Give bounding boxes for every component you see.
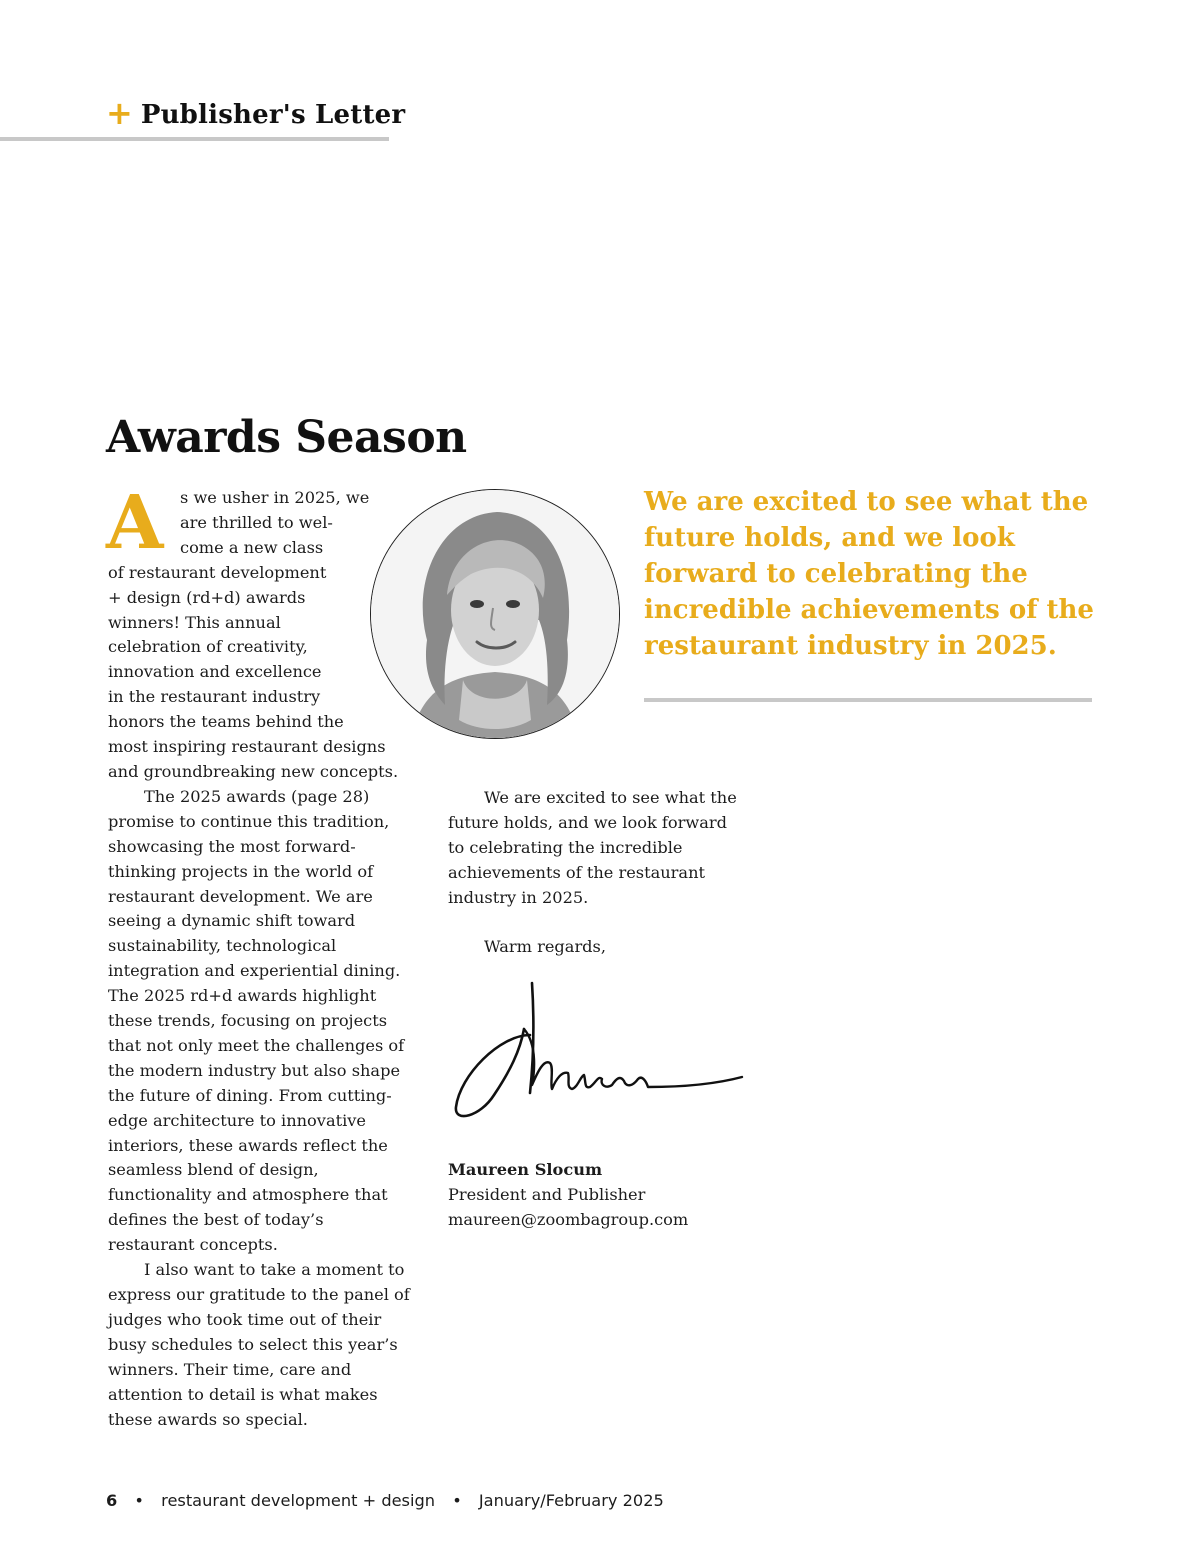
author-block [448,1158,688,1233]
signature-image [450,975,750,1125]
bullet-separator: • [134,1491,144,1510]
text-line: honors the teams behind the [108,712,344,732]
pull-quote: We are excited to see what the future holds, and we look forward to celebrating the incredible achievements of the restaurant industry in 2025. [644,487,1094,661]
text-line: most inspiring restaurant designs [108,737,386,757]
section-title: Publisher's Letter [140,100,406,130]
author-title: President and Publisher [448,1184,646,1204]
drop-cap: A [106,480,164,566]
bullet-separator: • [452,1491,462,1510]
paragraph-closing: We are excited to see what the future holds, and we look forward to celebrating the incredible achievements of the restaurant industry in 2025. [448,788,737,907]
plus-icon: + [106,94,133,132]
author-portrait [370,489,620,739]
handwritten-signature [450,975,750,1125]
portrait-image [371,490,619,738]
paragraph-awards: The 2025 awards (page 28) promise to continue this tradition, showcasing the most forward-thinking projects in the world of restaurant development. We are seeing a dynamic shift toward sustainability, technological integration and experiential dining. The 2025 rd+d awards highlight these trends, focusing on projects that not only meet the challenges of the modern industry but also shape the future of dining. From cutting-edge architecture to innovative interiors, these awards reflect the seamless blend of design, functionality and atmosphere that defines the best of today’s restaurant concepts. [108,786,405,1255]
text-line: + design (rd+d) awards [108,587,306,607]
closing-salutation: Warm regards, [484,937,606,957]
publication-name: restaurant development + design [161,1491,436,1510]
text-line: celebration of creativity, [108,637,308,657]
article-title: Awards Season [106,412,467,463]
text-line: and groundbreaking new concepts. [108,761,399,781]
text-line: are thrilled to wel- [180,512,333,532]
middle-column [448,786,748,960]
pull-quote-rule [644,698,1092,702]
text-line: winners! This annual [108,612,281,632]
paragraph-judges: I also want to take a moment to express our gratitude to the panel of judges who took time out of their busy schedules to select this year’s winners. Their time, care and attention to detail is what makes these awards so special. [108,1260,410,1429]
text-line: innovation and excellence [108,662,322,682]
header-rule [0,137,389,141]
text-line: come a new class [180,537,324,557]
section-header [106,94,406,132]
author-name: Maureen Slocum [448,1160,603,1179]
author-email[interactable]: maureen@zoombagroup.com [448,1209,689,1229]
page-number: 6 [106,1491,118,1510]
text-line: in the restaurant industry [108,687,321,707]
text-line: s we usher in 2025, we [180,488,370,507]
left-column [106,480,413,1432]
text-line: of restaurant development [108,562,327,582]
issue-date: January/February 2025 [478,1491,664,1510]
page-footer [106,1491,664,1510]
